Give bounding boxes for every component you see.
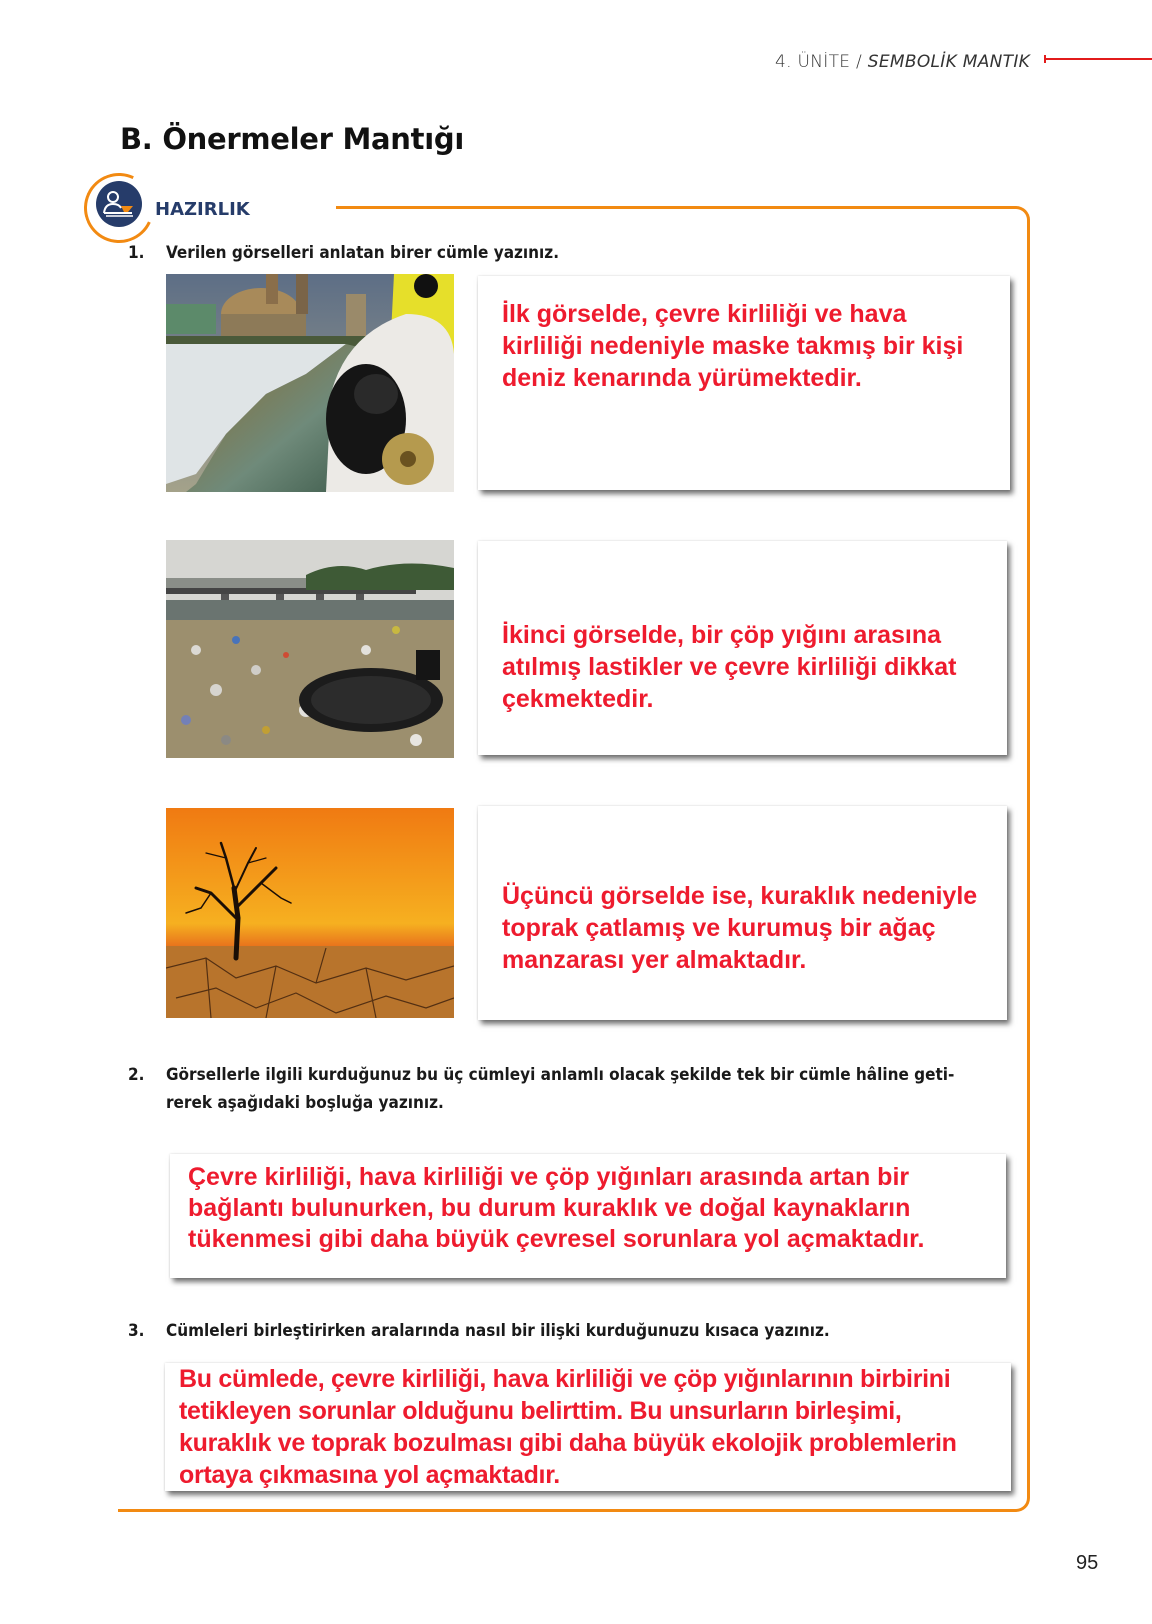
question-number: 1. (128, 243, 145, 263)
answer-card-combined-sentence[interactable]: Çevre kirliliği, hava kirliliği ve çöp yığınları arasında artan bir bağlantı bulunurken, bu durum kuraklık ve doğal kaynakların tükenmesi gibi daha büyük çevresel sorunlara yol açmaktadır. (170, 1154, 1006, 1278)
section-title: B. Önermeler Mantığı (120, 122, 464, 156)
question-text: Cümleleri birleştirirken aralarında nasıl bir ilişki kurduğunuzu kısaca yazınız. (166, 1321, 830, 1341)
running-header (775, 52, 1030, 72)
tire-garbage-riverbank-photo (166, 540, 454, 758)
question-number: 3. (128, 1321, 145, 1341)
question-number: 2. (128, 1065, 145, 1085)
question-text: Verilen görselleri anlatan birer cümle yazınız. (166, 243, 560, 263)
answer-card-relationship[interactable]: Bu cümlede, çevre kirliliği, hava kirliliği ve çöp yığınlarının birbirini tetikleyen sorunlar olduğunu belirttim. Bu unsurların birleşimi, kuraklık ve toprak bozulması gibi daha büyük ekolojik problemlerin ortaya çıkmasına yol açmaktadır. (165, 1363, 1011, 1491)
unit-title: SEMBOLİK MANTIK (867, 52, 1031, 72)
gas-mask-polluted-shore-photo (166, 274, 454, 492)
answer-card-1[interactable]: İlk görselde, çevre kirliliği ve hava kirliliği nedeniyle maske takmış bir kişi deniz kenarında yürümektedir. (478, 276, 1010, 490)
unit-number: 4. ÜNİTE / (775, 52, 863, 72)
dead-tree-cracked-earth-sunset-photo (166, 808, 454, 1018)
teacher-at-desk-icon (96, 181, 142, 227)
answer-card-3[interactable]: Üçüncü görselde ise, kuraklık nedeniyle toprak çatlamış ve kurumuş bir ağaç manzarası yer almaktadır. (478, 806, 1007, 1020)
header-rule (1044, 58, 1152, 60)
question-text-line-2: rerek aşağıdaki boşluğa yazınız. (166, 1093, 444, 1113)
hazirlik-label: HAZIRLIK (155, 199, 250, 220)
answer-card-2[interactable]: İkinci görselde, bir çöp yığını arasına atılmış lastikler ve çevre kirliliği dikkat çekmektedir. (478, 541, 1007, 755)
question-text-line-1: Görsellerle ilgili kurduğunuz bu üç cümleyi anlamlı olacak şekilde tek bir cümle hâline geti- (166, 1065, 955, 1085)
page-number: 95 (1076, 1552, 1099, 1574)
